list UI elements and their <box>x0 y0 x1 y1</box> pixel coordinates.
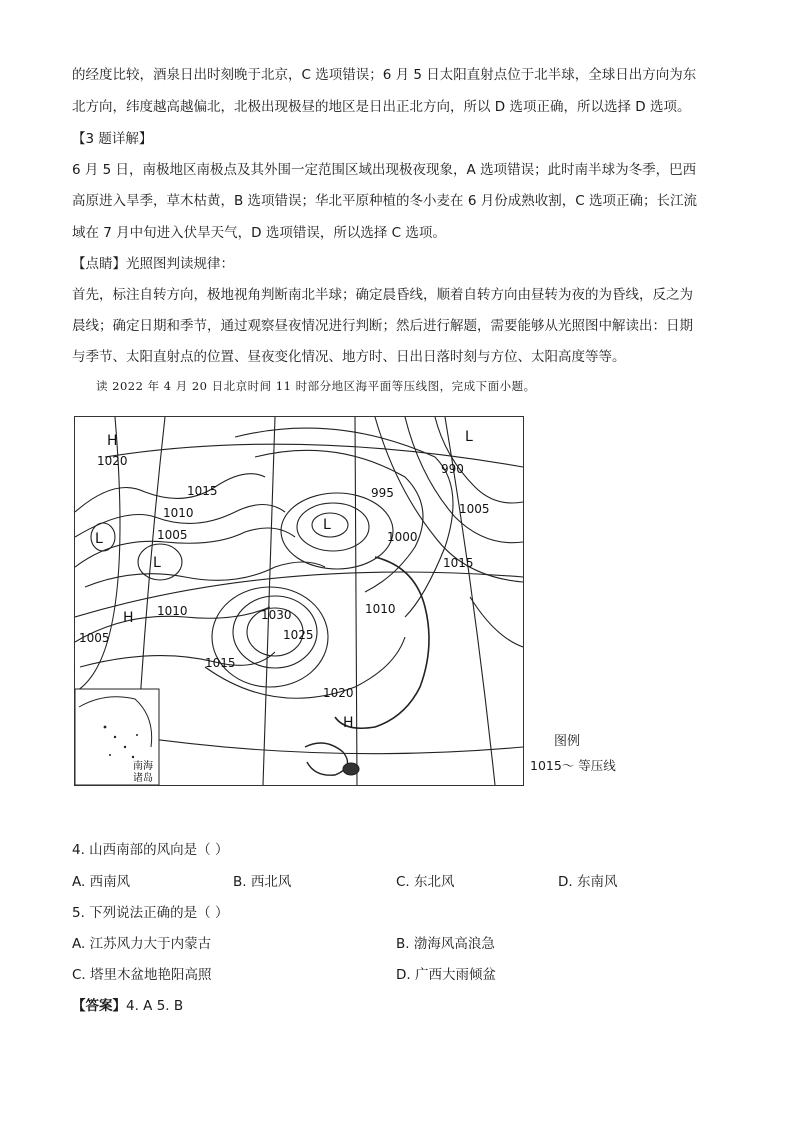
isobar-map-drawing <box>75 417 523 785</box>
question-4-option-c: C. 东北风 <box>396 874 455 890</box>
map-label: 1015 <box>205 656 236 670</box>
section-heading-tip: 【点睛】光照图判读规律： <box>72 256 234 272</box>
map-label: 1015 <box>443 556 474 570</box>
answer-label: 【答案】 <box>72 998 126 1014</box>
question-5-option-c: C. 塔里木盆地艳阳高照 <box>72 967 212 983</box>
question-4-option-a: A. 西南风 <box>72 874 131 890</box>
map-label: 1005 <box>459 502 490 516</box>
question-4-option-b: B. 西北风 <box>233 874 292 890</box>
map-label: 1010 <box>157 604 188 618</box>
map-label: L <box>95 531 103 547</box>
map-label: H <box>343 715 354 731</box>
map-label: 1025 <box>283 628 314 642</box>
question-5-option-a: A. 江苏风力大于内蒙古 <box>72 936 212 952</box>
legend-isobar <box>530 756 616 774</box>
paragraph-3: 6 月 5 日，南极地区南极点及其外围一定范围区域出现极夜现象，A 选项错误；此时南半球为冬季，巴西 <box>72 162 697 178</box>
legend-title: 图例 <box>554 734 581 749</box>
map-label: 1015 <box>187 484 218 498</box>
question-4-stem: 4. 山西南部的风向是（ ） <box>72 842 229 858</box>
map-label: 990 <box>441 462 464 476</box>
map-label: 1005 <box>79 631 110 645</box>
inset-label-2: 诸岛 <box>133 773 153 784</box>
map-label: 1030 <box>261 608 292 622</box>
map-label: H <box>107 433 118 449</box>
map-label: 1010 <box>365 602 396 616</box>
question-5-stem: 5. 下列说法正确的是（ ） <box>72 905 229 921</box>
legend-label: 等压线 <box>578 758 616 773</box>
question-5-option-b: B. 渤海风高浪急 <box>396 936 495 952</box>
paragraph-6: 首先，标注自转方向，极地视角判断南北半球；确定晨昏线，顺着自转方向由昼转为夜的为昏线，反之为 <box>72 287 693 303</box>
paragraph-2: 北方向，纬度越高越偏北，北极出现极昼的地区是日出正北方向，所以 D 选项正确，所以选择 D 选项。 <box>72 99 691 115</box>
question-4-option-d: D. 东南风 <box>558 874 618 890</box>
answer-text: 4. A 5. B <box>126 998 184 1014</box>
map-label: L <box>153 555 161 571</box>
paragraph-8: 与季节、太阳直射点的位置、昼夜变化情况、地方时、日出日落时刻与方位、太阳高度等等。 <box>72 349 626 365</box>
map-label: L <box>465 429 473 445</box>
map-label: 995 <box>371 486 394 500</box>
map-label: 1005 <box>157 528 188 542</box>
legend-line-icon: ～ <box>561 758 579 773</box>
inset-label-1: 南海 <box>133 761 153 772</box>
section-heading-3: 【3 题详解】 <box>72 131 153 147</box>
figure-caption: 读 2022 年 4 月 20 日北京时间 11 时部分地区海平面等压线图，完成下面小题。 <box>96 379 536 393</box>
map-label: 1020 <box>97 454 128 468</box>
legend-value: 1015 <box>530 758 562 773</box>
answer-line <box>72 994 183 1014</box>
map-label: 1010 <box>163 506 194 520</box>
map-label: 1000 <box>387 530 418 544</box>
map-label: 1020 <box>323 686 354 700</box>
isobar-map <box>74 416 524 786</box>
paragraph-5: 域在 7 月中旬进入伏旱天气，D 选项错误，所以选择 C 选项。 <box>72 225 446 241</box>
question-5-option-d: D. 广西大雨倾盆 <box>396 967 496 983</box>
paragraph-7: 晨线；确定日期和季节，通过观察昼夜情况进行判断；然后进行解题，需要能够从光照图中解读出：日期 <box>72 318 693 334</box>
map-label: L <box>323 517 331 533</box>
map-label: H <box>123 610 134 626</box>
paragraph-1: 的经度比较，酒泉日出时刻晚于北京，C 选项错误；6 月 5 日太阳直射点位于北半球，全球日出方向为东 <box>72 67 697 83</box>
paragraph-4: 高原进入旱季，草木枯黄，B 选项错误；华北平原种植的冬小麦在 6 月份成熟收割，C 选项正确；长江流 <box>72 193 697 209</box>
